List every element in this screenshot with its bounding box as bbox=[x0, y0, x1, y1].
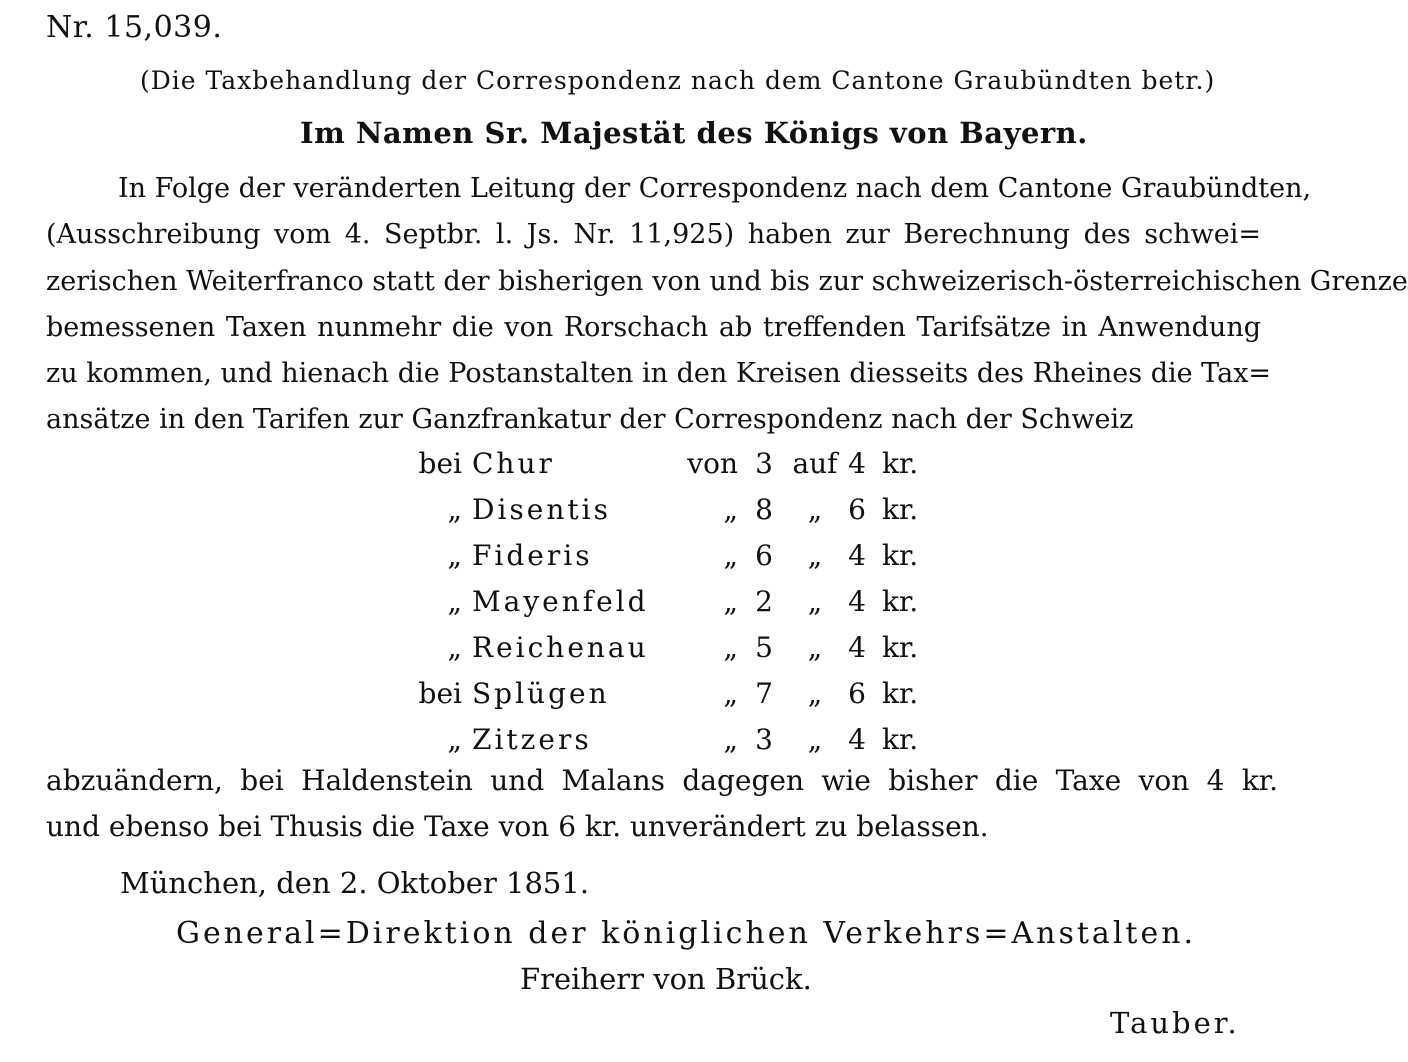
tariff-unit: kr. bbox=[882, 676, 919, 710]
tariff-row bbox=[396, 440, 926, 486]
tariff-to-value: 6 bbox=[848, 676, 866, 710]
document-number: Nr. 15,039. bbox=[46, 10, 223, 45]
tariff-von: „ bbox=[723, 538, 738, 572]
body-line: ansätze in den Tarifen zur Ganzfrankatur der Correspondenz nach der Schweiz bbox=[46, 404, 1134, 436]
body-line: zerischen Weiterfranco statt der bisherigen von und bis zur schweizerisch-österreichischen Grenze bbox=[46, 265, 1408, 297]
tariff-to-value: 4 bbox=[848, 538, 866, 572]
closing-line: und ebenso bei Thusis die Taxe von 6 kr. unverändert zu belassen. bbox=[46, 810, 989, 843]
tariff-place: Reichenau bbox=[472, 630, 649, 664]
tariff-from-value: 8 bbox=[755, 492, 773, 526]
tariff-auf: „ bbox=[807, 584, 823, 618]
tariff-place: Mayenfeld bbox=[472, 584, 649, 618]
closing-line: abzuändern, bei Haldenstein und Malans dagegen wie bisher die Taxe von 4 kr. bbox=[46, 764, 1278, 797]
tariff-to-value: 4 bbox=[848, 722, 866, 756]
tariff-unit: kr. bbox=[882, 584, 919, 618]
tariff-place: Fideris bbox=[472, 538, 593, 572]
tariff-auf: „ bbox=[807, 676, 823, 710]
tariff-place: Disentis bbox=[472, 492, 611, 526]
tariff-row bbox=[396, 532, 926, 578]
tariff-prefix: bei bbox=[418, 446, 462, 480]
tariff-von: von bbox=[687, 446, 738, 480]
tariff-table bbox=[396, 440, 926, 762]
signer-name: Freiherr von Brück. bbox=[520, 962, 812, 996]
tariff-unit: kr. bbox=[882, 630, 919, 664]
tariff-von: „ bbox=[723, 722, 738, 756]
body-line: zu kommen, und hienach die Postanstalten in den Kreisen diesseits des Rheines die Tax= bbox=[46, 358, 1272, 390]
tariff-from-value: 2 bbox=[755, 584, 773, 618]
tariff-row bbox=[396, 486, 926, 532]
tariff-auf: „ bbox=[807, 722, 823, 756]
tariff-to-value: 4 bbox=[848, 446, 866, 480]
tariff-von: „ bbox=[723, 492, 738, 526]
tariff-row bbox=[396, 578, 926, 624]
document-heading: Im Namen Sr. Majestät des Königs von Bayern. bbox=[300, 116, 1088, 150]
body-line: (Ausschreibung vom 4. Septbr. l. Js. Nr. 11,925) haben zur Berechnung des schwei= bbox=[46, 219, 1261, 251]
tariff-to-value: 4 bbox=[848, 630, 866, 664]
closing-paragraph bbox=[46, 758, 1278, 850]
tariff-prefix: „ bbox=[447, 722, 462, 756]
issuing-authority: General=Direktion der königlichen Verkehrs=Anstalten. bbox=[176, 916, 1197, 951]
tariff-from-value: 3 bbox=[755, 722, 773, 756]
tariff-unit: kr. bbox=[882, 538, 919, 572]
body-paragraph bbox=[46, 166, 1408, 444]
tariff-place: Zitzers bbox=[472, 722, 592, 756]
tariff-place: Chur bbox=[472, 446, 555, 480]
tariff-from-value: 5 bbox=[755, 630, 773, 664]
tariff-unit: kr. bbox=[882, 722, 919, 756]
tariff-prefix: „ bbox=[447, 630, 462, 664]
countersign-name: Tauber. bbox=[1110, 1006, 1240, 1040]
tariff-auf: „ bbox=[807, 630, 823, 664]
tariff-to-value: 4 bbox=[848, 584, 866, 618]
tariff-place: Splügen bbox=[472, 676, 610, 710]
tariff-auf: auf bbox=[792, 446, 838, 480]
document-subtitle: (Die Taxbehandlung der Correspondenz nach dem Cantone Graubündten betr.) bbox=[140, 66, 1216, 95]
tariff-prefix: „ bbox=[447, 538, 462, 572]
tariff-unit: kr. bbox=[882, 446, 919, 480]
tariff-von: „ bbox=[723, 676, 738, 710]
tariff-from-value: 3 bbox=[755, 446, 773, 480]
body-line: bemessenen Taxen nunmehr die von Rorschach ab treffenden Tarifsätze in Anwendung bbox=[46, 311, 1261, 343]
tariff-row bbox=[396, 624, 926, 670]
tariff-unit: kr. bbox=[882, 492, 919, 526]
date-line: München, den 2. Oktober 1851. bbox=[120, 866, 590, 900]
tariff-prefix: bei bbox=[418, 676, 462, 710]
tariff-prefix: „ bbox=[447, 584, 462, 618]
tariff-auf: „ bbox=[807, 538, 823, 572]
tariff-prefix: „ bbox=[447, 492, 462, 526]
tariff-from-value: 6 bbox=[755, 538, 773, 572]
tariff-row bbox=[396, 716, 926, 762]
tariff-von: „ bbox=[723, 630, 738, 664]
body-line: In Folge der veränderten Leitung der Correspondenz nach dem Cantone Graubündten, bbox=[118, 173, 1312, 204]
tariff-row bbox=[396, 670, 926, 716]
tariff-to-value: 6 bbox=[848, 492, 866, 526]
tariff-von: „ bbox=[723, 584, 738, 618]
tariff-from-value: 7 bbox=[755, 676, 773, 710]
tariff-auf: „ bbox=[807, 492, 823, 526]
